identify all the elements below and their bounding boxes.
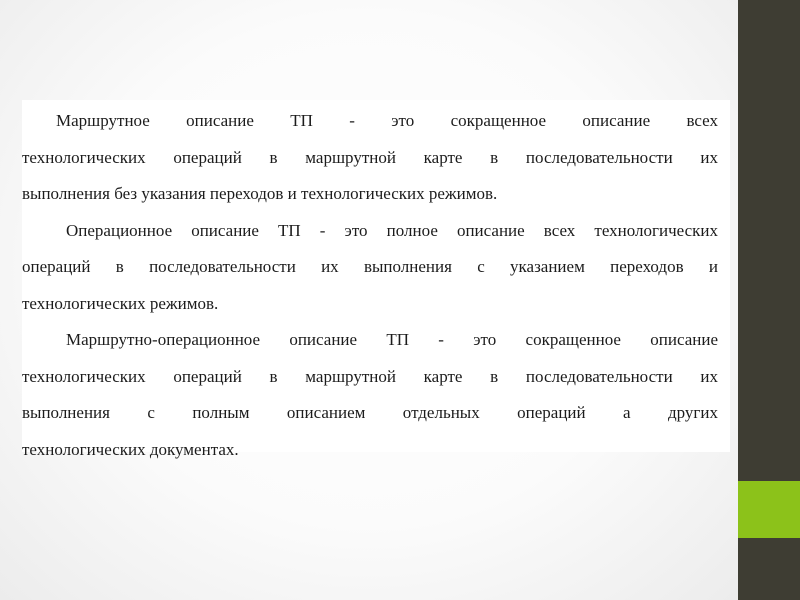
text-line: выполнения с полным описанием отдельных операций а других xyxy=(22,403,718,422)
paragraph-route-operation-description xyxy=(22,322,718,468)
text-line: технологических операций в маршрутной карте в последовательности их xyxy=(22,366,718,386)
text-line: Маршрутное описание ТП - это сокращенное описание всех xyxy=(56,111,718,130)
paragraph-operation-description xyxy=(22,213,718,323)
paragraph-route-description xyxy=(22,103,718,213)
text-line: выполнения без указания переходов и технологических режимов. xyxy=(22,184,498,203)
text-line: Операционное описание ТП - это полное описание всех технологических xyxy=(66,220,718,240)
text-line: технологических режимов. xyxy=(22,293,219,313)
text-line: технологических операций в маршрутной карте в последовательности их xyxy=(22,147,718,167)
text-block xyxy=(22,100,730,459)
text-line: операций в последовательности их выполнения с указанием переходов и xyxy=(22,257,718,276)
text-line: Маршрутно-операционное описание ТП - это сокращенное описание xyxy=(66,330,718,349)
side-accent xyxy=(738,481,800,538)
text-line: технологических документах. xyxy=(22,439,239,459)
